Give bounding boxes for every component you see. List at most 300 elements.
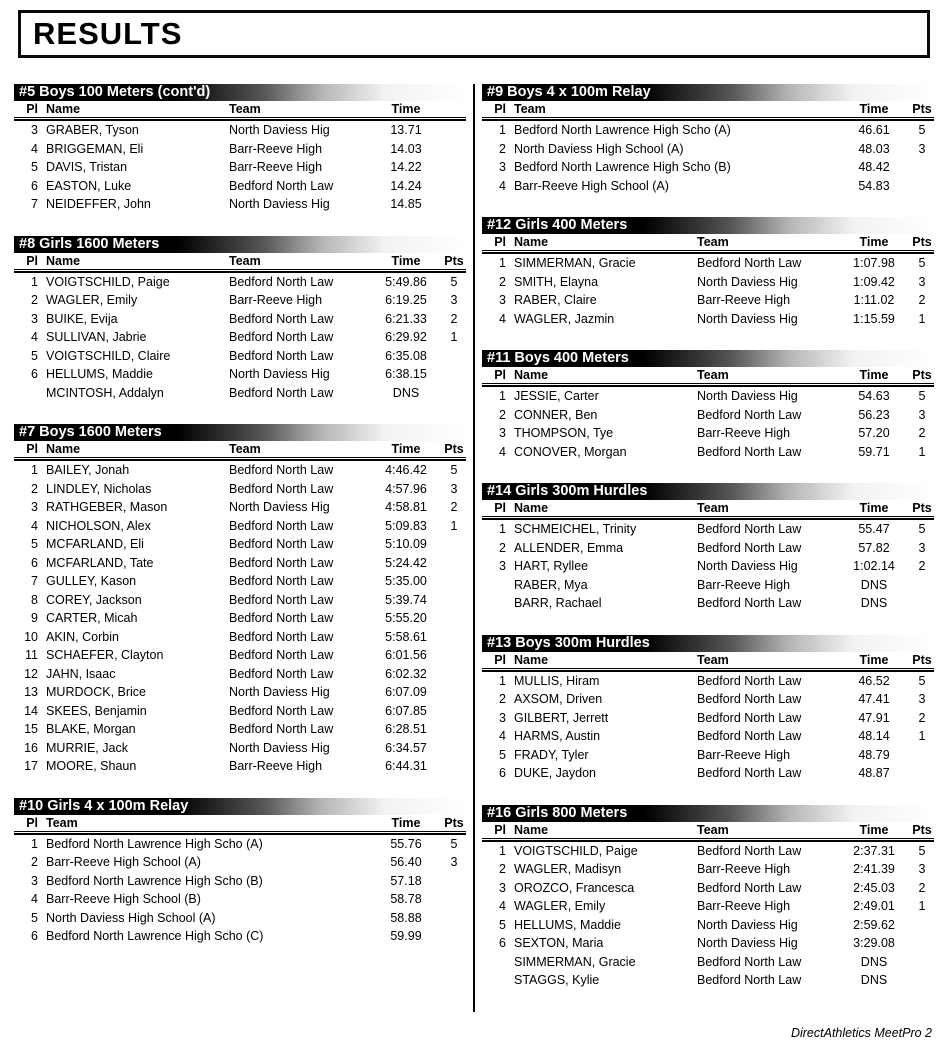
result-row	[14, 835, 466, 854]
header-row	[482, 368, 934, 387]
time-cell: 6:44.31	[385, 759, 427, 774]
team-cell: Barr-Reeve High School (A)	[514, 178, 669, 193]
event-section	[482, 350, 934, 461]
event-title: #10 Girls 4 x 100m Relay	[14, 798, 466, 815]
result-row	[14, 572, 466, 591]
pts-cell: 5	[450, 463, 458, 478]
team-cell: Bedford North Law	[229, 385, 334, 400]
pl-cell: 5	[499, 917, 506, 932]
pl-cell: 5	[31, 348, 38, 363]
pl-cell: 3	[499, 160, 506, 175]
name-cell: DUKE, Jaydon	[514, 766, 596, 781]
header-row	[482, 102, 934, 121]
col-header-pts: Pts	[910, 501, 934, 517]
result-row	[14, 517, 466, 536]
result-row	[14, 872, 466, 891]
team-cell: Barr-Reeve High	[697, 747, 791, 762]
team-cell: Bedford North Law	[697, 710, 802, 725]
team-cell: Bedford North Law	[229, 178, 334, 193]
name-cell: RABER, Claire	[514, 293, 597, 308]
name-cell: HELLUMS, Maddie	[46, 367, 153, 382]
col-header-pts: Pts	[910, 368, 934, 384]
team-cell: Barr-Reeve High	[697, 426, 791, 441]
pl-cell: 13	[24, 685, 38, 700]
team-cell: Bedford North Law	[229, 537, 334, 552]
name-cell: OROZCO, Francesca	[514, 880, 635, 895]
team-cell: Barr-Reeve High	[697, 862, 791, 877]
result-row	[482, 842, 934, 861]
pts-cell: 3	[918, 862, 926, 877]
name-cell: SCHMEICHEL, Trinity	[514, 522, 637, 537]
team-cell: Bedford North Law	[697, 729, 802, 744]
results-table	[482, 235, 934, 328]
result-row	[14, 461, 466, 480]
footer-credit: DirectAthletics MeetPro 2	[790, 1025, 932, 1040]
results-table	[482, 653, 934, 783]
time-cell: 57.18	[390, 873, 422, 888]
team-cell: Bedford North Law	[229, 274, 334, 289]
header-row	[482, 823, 934, 842]
col-header-team: Team	[229, 254, 370, 270]
col-header-time: Time	[370, 442, 442, 458]
pl-cell: 1	[499, 843, 506, 858]
pts-cell: 5	[450, 274, 458, 289]
name-cell: HARMS, Austin	[514, 729, 601, 744]
col-header-pts: Pts	[910, 653, 934, 669]
pts-cell: 1	[918, 899, 926, 914]
team-cell: Barr-Reeve High	[697, 577, 791, 592]
time-cell: 1:15.59	[853, 311, 895, 326]
col-header-pts: Pts	[910, 102, 934, 118]
pl-cell: 3	[31, 873, 38, 888]
pts-cell: 5	[918, 123, 926, 138]
team-cell: Bedford North Law	[697, 880, 802, 895]
time-cell: 48.87	[858, 766, 890, 781]
time-cell: DNS	[860, 973, 888, 988]
time-cell: 6:07.09	[385, 685, 427, 700]
pl-cell: 16	[24, 740, 38, 755]
result-row	[14, 177, 466, 196]
team-cell: Bedford North Law	[229, 348, 334, 363]
col-header-time: Time	[370, 816, 442, 832]
team-cell: Bedford North Law	[697, 596, 802, 611]
col-header-pts: Pts	[910, 823, 934, 839]
name-cell: MCFARLAND, Tate	[46, 555, 154, 570]
pts-cell: 5	[918, 843, 926, 858]
time-cell: 2:37.31	[853, 843, 895, 858]
result-row	[14, 909, 466, 928]
event-title: #11 Boys 400 Meters	[482, 350, 934, 367]
pl-cell: 7	[31, 574, 38, 589]
time-cell: 14.22	[390, 160, 422, 175]
name-cell: SIMMERMAN, Gracie	[514, 256, 636, 271]
time-cell: 56.23	[858, 407, 890, 422]
result-row	[14, 273, 466, 292]
name-cell: GULLEY, Kason	[46, 574, 137, 589]
result-row	[14, 365, 466, 384]
result-row	[482, 158, 934, 177]
pl-cell: 6	[499, 766, 506, 781]
pts-cell: 5	[450, 836, 458, 851]
col-header-team: Team	[697, 368, 838, 384]
result-row	[482, 310, 934, 329]
name-cell: SMITH, Elayna	[514, 274, 599, 289]
pl-cell: 4	[499, 729, 506, 744]
time-cell: DNS	[860, 954, 888, 969]
team-cell: Bedford North Law	[697, 673, 802, 688]
pts-cell: 2	[918, 559, 926, 574]
result-row	[14, 853, 466, 872]
result-row	[14, 628, 466, 647]
team-cell: North Daviess Hig	[697, 389, 798, 404]
pl-cell: 7	[31, 197, 38, 212]
header-row	[482, 235, 934, 254]
pl-cell: 2	[499, 862, 506, 877]
team-cell: Bedford North Law	[697, 766, 802, 781]
name-cell: FRADY, Tyler	[514, 747, 589, 762]
result-row	[482, 140, 934, 159]
team-cell: Bedford North Law	[697, 540, 802, 555]
team-cell: Bedford North Law	[229, 481, 334, 496]
name-cell: GILBERT, Jerrett	[514, 710, 609, 725]
name-cell: HELLUMS, Maddie	[514, 917, 621, 932]
result-row	[482, 594, 934, 613]
team-cell: Bedford North Law	[229, 555, 334, 570]
name-cell: JESSIE, Carter	[514, 389, 599, 404]
results-table	[482, 501, 934, 613]
result-row	[14, 702, 466, 721]
name-cell: SCHAEFER, Clayton	[46, 648, 164, 663]
result-row	[482, 672, 934, 691]
name-cell: VOIGTSCHILD, Paige	[46, 274, 170, 289]
pl-cell: 3	[499, 293, 506, 308]
time-cell: 1:11.02	[853, 293, 895, 308]
page-title: RESULTS	[33, 16, 183, 51]
col-header-team: Team	[697, 653, 838, 669]
team-cell: Bedford North Law	[697, 407, 802, 422]
pts-cell: 3	[450, 855, 458, 870]
col-header-name: Name	[506, 823, 697, 839]
result-row	[14, 480, 466, 499]
col-header-pl: Pl	[14, 254, 38, 270]
time-cell: 48.42	[858, 160, 890, 175]
results-table	[14, 254, 466, 403]
result-row	[14, 291, 466, 310]
pl-cell: 2	[31, 293, 38, 308]
event-title: #8 Girls 1600 Meters	[14, 236, 466, 253]
pl-cell: 3	[31, 311, 38, 326]
name-cell: SEXTON, Maria	[514, 936, 604, 951]
result-row	[14, 195, 466, 214]
time-cell: 48.03	[858, 141, 890, 156]
col-header-pl: Pl	[14, 102, 38, 118]
time-cell: 14.24	[390, 178, 422, 193]
time-cell: 13.71	[390, 123, 422, 138]
result-row	[482, 254, 934, 273]
name-cell: THOMPSON, Tye	[514, 426, 614, 441]
pl-cell: 1	[499, 123, 506, 138]
name-cell: WAGLER, Jazmin	[514, 311, 615, 326]
pl-cell: 11	[25, 648, 38, 663]
team-cell: North Daviess Hig	[229, 367, 330, 382]
name-cell: RABER, Mya	[514, 577, 588, 592]
result-row	[14, 739, 466, 758]
time-cell: 1:07.98	[853, 256, 895, 271]
results-table	[482, 368, 934, 461]
pl-cell: 5	[31, 160, 38, 175]
team-cell: Bedford North Law	[229, 648, 334, 663]
col-header-team: Team	[697, 235, 838, 251]
results-page	[0, 10, 948, 1040]
col-header-pl: Pl	[482, 235, 506, 251]
name-cell: BLAKE, Morgan	[46, 722, 136, 737]
time-cell: 54.83	[858, 178, 890, 193]
team-cell: Bedford North Law	[229, 463, 334, 478]
team-cell: Bedford North Lawrence High Scho (B)	[514, 160, 731, 175]
team-cell: Bedford North Lawrence High Scho (B)	[46, 873, 263, 888]
time-cell: 46.61	[858, 123, 890, 138]
col-header-name: Name	[38, 254, 229, 270]
result-row	[14, 535, 466, 554]
result-row	[14, 384, 466, 403]
time-cell: 6:34.57	[385, 740, 427, 755]
pl-cell: 5	[31, 537, 38, 552]
name-cell: WAGLER, Emily	[46, 293, 138, 308]
time-cell: 48.14	[858, 729, 890, 744]
team-cell: Bedford North Law	[697, 522, 802, 537]
pl-cell: 2	[499, 692, 506, 707]
team-cell: Bedford North Law	[697, 973, 802, 988]
team-cell: Barr-Reeve High	[229, 759, 323, 774]
pts-cell: 2	[918, 880, 926, 895]
name-cell: MULLIS, Hiram	[514, 673, 600, 688]
name-cell: STAGGS, Kylie	[514, 973, 600, 988]
event-section	[482, 635, 934, 783]
event-title: #5 Boys 100 Meters (cont'd)	[14, 84, 466, 101]
team-cell: Bedford North Law	[229, 592, 334, 607]
result-row	[482, 953, 934, 972]
time-cell: 2:59.62	[853, 917, 895, 932]
time-cell: 4:58.81	[385, 500, 427, 515]
name-cell: NEIDEFFER, John	[46, 197, 151, 212]
pts-cell: 2	[918, 293, 926, 308]
pl-cell: 4	[499, 899, 506, 914]
pl-cell: 5	[499, 747, 506, 762]
pts-cell: 3	[450, 481, 458, 496]
name-cell: CONNER, Ben	[514, 407, 598, 422]
result-row	[482, 746, 934, 765]
results-table	[482, 823, 934, 990]
name-cell: COREY, Jackson	[46, 592, 142, 607]
time-cell: 5:35.00	[385, 574, 427, 589]
result-row	[14, 890, 466, 909]
pts-cell: 1	[450, 330, 458, 345]
pl-cell: 1	[499, 673, 506, 688]
pts-cell: 1	[918, 729, 926, 744]
team-cell: Bedford North Law	[697, 444, 802, 459]
pts-cell: 5	[918, 256, 926, 271]
col-header-name: Name	[38, 442, 229, 458]
result-row	[482, 177, 934, 196]
time-cell: 58.88	[390, 910, 422, 925]
team-cell: North Daviess High School (A)	[514, 141, 684, 156]
pts-cell: 3	[918, 540, 926, 555]
time-cell: 47.41	[858, 692, 890, 707]
time-cell: 5:58.61	[385, 629, 427, 644]
time-cell: 46.52	[858, 673, 890, 688]
result-row	[14, 347, 466, 366]
pl-cell: 2	[31, 481, 38, 496]
col-header-team: Team	[229, 442, 370, 458]
result-row	[14, 757, 466, 776]
result-row	[482, 443, 934, 462]
result-row	[482, 520, 934, 539]
col-header-team: Team	[38, 816, 370, 832]
result-row	[482, 727, 934, 746]
result-row	[482, 424, 934, 443]
pts-cell: 1	[918, 311, 926, 326]
time-cell: 55.76	[390, 836, 422, 851]
pts-cell: 1	[450, 518, 458, 533]
col-header-pl: Pl	[482, 501, 506, 517]
team-cell: Bedford North Law	[229, 574, 334, 589]
name-cell: MCFARLAND, Eli	[46, 537, 144, 552]
col-header-pl: Pl	[482, 368, 506, 384]
time-cell: 6:28.51	[385, 722, 427, 737]
pl-cell: 4	[499, 444, 506, 459]
result-row	[482, 897, 934, 916]
result-row	[14, 683, 466, 702]
pl-cell: 4	[31, 330, 38, 345]
result-row	[14, 927, 466, 946]
result-row	[14, 158, 466, 177]
result-row	[14, 591, 466, 610]
pl-cell: 1	[499, 256, 506, 271]
time-cell: 5:55.20	[385, 611, 427, 626]
pl-cell: 14	[24, 703, 38, 718]
result-row	[14, 665, 466, 684]
name-cell: EASTON, Luke	[46, 178, 132, 193]
col-header-team: Team	[697, 501, 838, 517]
col-header-pts: Pts	[910, 235, 934, 251]
pl-cell: 6	[31, 555, 38, 570]
event-section	[14, 798, 466, 946]
team-cell: North Daviess Hig	[697, 917, 798, 932]
name-cell: BARR, Rachael	[514, 596, 602, 611]
team-cell: Bedford North Law	[229, 518, 334, 533]
event-section	[14, 424, 466, 776]
left-column	[14, 84, 466, 1012]
col-header-pl: Pl	[482, 653, 506, 669]
pts-cell: 2	[918, 426, 926, 441]
pl-cell: 3	[499, 559, 506, 574]
result-row	[14, 554, 466, 573]
team-cell: North Daviess Hig	[229, 123, 330, 138]
time-cell: 14.85	[390, 197, 422, 212]
pl-cell: 4	[499, 178, 506, 193]
result-row	[482, 879, 934, 898]
time-cell: 54.63	[858, 389, 890, 404]
time-cell: 2:49.01	[853, 899, 895, 914]
pts-cell: 2	[918, 710, 926, 725]
event-section	[482, 483, 934, 613]
time-cell: 48.79	[858, 747, 890, 762]
team-cell: Barr-Reeve High School (A)	[46, 855, 201, 870]
pl-cell: 8	[31, 592, 38, 607]
pts-cell: 1	[918, 444, 926, 459]
col-header-name: Name	[506, 368, 697, 384]
result-row	[482, 387, 934, 406]
pl-cell: 2	[31, 855, 38, 870]
team-cell: Bedford North Law	[697, 256, 802, 271]
pl-cell: 3	[499, 426, 506, 441]
col-header-name: Name	[506, 653, 697, 669]
name-cell: BAILEY, Jonah	[46, 463, 130, 478]
col-header-name: Name	[506, 235, 697, 251]
time-cell: 6:01.56	[385, 648, 427, 663]
col-header-team: Team	[697, 823, 838, 839]
results-table	[14, 816, 466, 946]
col-header-time: Time	[838, 501, 910, 517]
pl-cell: 3	[499, 710, 506, 725]
result-row	[14, 646, 466, 665]
name-cell: WAGLER, Madisyn	[514, 862, 622, 877]
col-header-team: Team	[506, 102, 838, 118]
name-cell: SKEES, Benjamin	[46, 703, 147, 718]
time-cell: 57.82	[858, 540, 890, 555]
result-row	[14, 609, 466, 628]
col-header-time: Time	[838, 653, 910, 669]
name-cell: MURDOCK, Brice	[46, 685, 147, 700]
time-cell: 2:41.39	[853, 862, 895, 877]
time-cell: DNS	[860, 577, 888, 592]
result-row	[482, 764, 934, 783]
col-header-pl: Pl	[482, 823, 506, 839]
pts-cell: 3	[918, 274, 926, 289]
name-cell: NICHOLSON, Alex	[46, 518, 151, 533]
time-cell: 5:49.86	[385, 274, 427, 289]
pts-cell: 5	[918, 389, 926, 404]
time-cell: 4:57.96	[385, 481, 427, 496]
name-cell: BRIGGEMAN, Eli	[46, 141, 144, 156]
team-cell: Bedford North Law	[229, 722, 334, 737]
event-title: #12 Girls 400 Meters	[482, 217, 934, 234]
team-cell: Barr-Reeve High	[229, 293, 323, 308]
name-cell: AXSOM, Driven	[514, 692, 603, 707]
col-header-pts: Pts	[442, 254, 466, 270]
time-cell: 6:38.15	[385, 367, 427, 382]
time-cell: 59.71	[858, 444, 890, 459]
time-cell: 6:02.32	[385, 666, 427, 681]
col-header-pl: Pl	[482, 102, 506, 118]
event-title: #9 Boys 4 x 100m Relay	[482, 84, 934, 101]
result-row	[482, 557, 934, 576]
team-cell: Bedford North Lawrence High Scho (C)	[46, 929, 264, 944]
pl-cell: 12	[24, 666, 38, 681]
pts-cell: 3	[918, 407, 926, 422]
time-cell: 1:09.42	[853, 274, 895, 289]
pl-cell: 4	[31, 892, 38, 907]
time-cell: DNS	[860, 596, 888, 611]
pl-cell: 6	[499, 936, 506, 951]
header-row	[14, 102, 466, 121]
name-cell: JAHN, Isaac	[46, 666, 116, 681]
result-row	[482, 934, 934, 953]
pl-cell: 5	[31, 910, 38, 925]
team-cell: Bedford North Law	[229, 611, 334, 626]
team-cell: North Daviess Hig	[697, 936, 798, 951]
pts-cell: 3	[918, 141, 926, 156]
